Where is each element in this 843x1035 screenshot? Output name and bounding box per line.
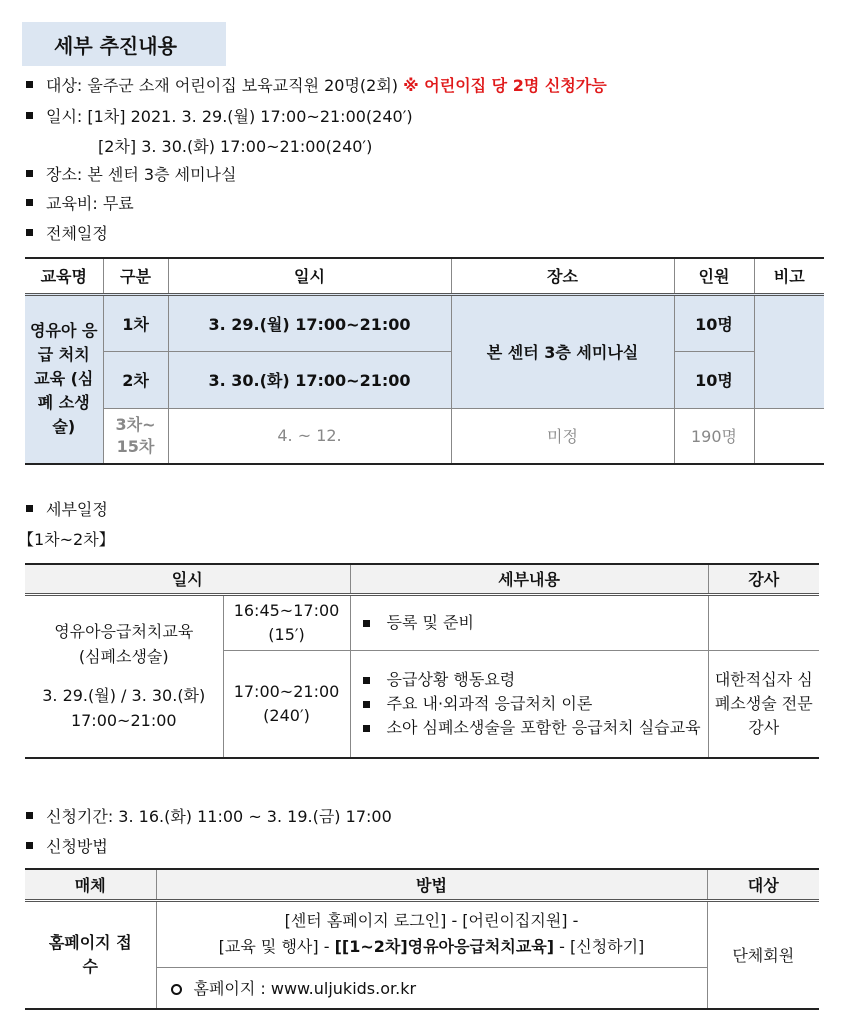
detail-schedule-table xyxy=(25,563,819,759)
list-item: 소아 심폐소생술을 포함한 응급처치 실습교육 xyxy=(361,716,708,740)
venue-line: 장소: 본 센터 3층 세미나실 xyxy=(26,162,236,185)
homepage-cell xyxy=(156,967,707,1009)
bullet-icon xyxy=(26,812,33,819)
remark-cell xyxy=(754,294,824,408)
table-header-row xyxy=(25,564,819,594)
table-header: 교육명 xyxy=(25,258,103,294)
table-header: 세부내용 xyxy=(350,564,708,594)
table-header: 대상 xyxy=(707,869,819,900)
round-cell: 1차 xyxy=(103,294,168,351)
bullet-icon xyxy=(26,842,33,849)
time-cell: 16:45~17:00 (15′) xyxy=(223,594,350,650)
instructor-cell xyxy=(708,594,819,650)
content-cell xyxy=(350,650,708,758)
round-cell: 2차 xyxy=(103,351,168,408)
datetime-cell: 3. 30.(화) 17:00~21:00 xyxy=(168,351,451,408)
table-header: 인원 xyxy=(674,258,754,294)
people-cell: 190명 xyxy=(674,408,754,464)
table-row xyxy=(25,408,824,464)
bullet-icon xyxy=(26,81,33,88)
datetime-line-2: [2차] 3. 30.(화) 17:00~21:00(240′) xyxy=(98,137,373,156)
datetime-line: 일시: [1차] 2021. 3. 29.(월) 17:00~21:00(240′) xyxy=(26,104,413,127)
table-row xyxy=(25,900,819,967)
table-header: 일시 xyxy=(168,258,451,294)
circle-bullet-icon xyxy=(171,984,182,995)
apply-period-line: 신청기간: 3. 16.(화) 11:00 ~ 3. 19.(금) 17:00 xyxy=(26,804,392,827)
table-header: 강사 xyxy=(708,564,819,594)
people-cell: 10명 xyxy=(674,294,754,351)
people-cell: 10명 xyxy=(674,351,754,408)
overall-schedule-table xyxy=(25,257,824,465)
course-link-text: [[1~2차]영유아응급처치교육] xyxy=(334,937,555,956)
time-cell: 17:00~21:00 (240′) xyxy=(223,650,350,758)
table-header: 장소 xyxy=(451,258,674,294)
datetime-cell: 3. 29.(월) 17:00~21:00 xyxy=(168,294,451,351)
audience-cell: 단체회원 xyxy=(707,900,819,1009)
target-line: 대상: 울주군 소재 어린이집 보육교직원 20명(2회) ※ 어린이집 당 2명 신청가능 xyxy=(26,73,607,96)
remark-cell xyxy=(754,408,824,464)
bullet-icon xyxy=(26,229,33,236)
table-row xyxy=(25,294,824,351)
content-cell xyxy=(350,594,708,650)
datetime-cell: 4. ~ 12. xyxy=(168,408,451,464)
bullet-icon xyxy=(26,112,33,119)
bullet-icon xyxy=(26,505,33,512)
table-header: 일시 xyxy=(25,564,350,594)
table-header: 비고 xyxy=(754,258,824,294)
table-header-row xyxy=(25,258,824,294)
table-header: 매체 xyxy=(25,869,156,900)
homepage-link[interactable]: 홈페이지 : www.uljukids.or.kr xyxy=(193,979,417,999)
fee-line: 교육비: 무료 xyxy=(26,191,134,214)
venue-cell: 본 센터 3층 세미나실 xyxy=(451,294,674,408)
instructor-cell: 대한적십자 심폐소생술 전문강사 xyxy=(708,650,819,758)
overall-schedule-label: 전체일정 xyxy=(26,221,108,244)
apply-method-table xyxy=(25,868,819,1010)
table-header: 구분 xyxy=(103,258,168,294)
table-row xyxy=(25,351,824,408)
medium-cell: 홈페이지 접수 xyxy=(25,900,156,1009)
course-name-cell: 영유아 응급 처치 교육 (심폐 소생술) xyxy=(25,294,103,464)
venue-cell: 미정 xyxy=(451,408,674,464)
detail-schedule-label: 세부일정 xyxy=(26,497,108,520)
table-row xyxy=(25,594,819,650)
bullet-icon xyxy=(26,170,33,177)
method-cell: [센터 홈페이지 로그인] - [어린이집지원] - [교육 및 행사] - [[1~2차]영유아응급처치교육] - [신청하기] xyxy=(156,900,707,967)
table-header: 방법 xyxy=(156,869,707,900)
course-info-cell: 영유아응급처치교육 (심폐소생술) 3. 29.(월) / 3. 30.(화) 17:00~21:00 xyxy=(25,594,223,758)
round-cell: 3차~ 15차 xyxy=(103,408,168,464)
target-note: ※ 어린이집 당 2명 신청가능 xyxy=(403,76,607,95)
table-header-row xyxy=(25,869,819,900)
apply-method-label: 신청방법 xyxy=(26,834,108,857)
detail-round-label: 【1차~2차】 xyxy=(18,530,115,549)
bullet-icon xyxy=(26,199,33,206)
list-item: 응급상황 행동요령 xyxy=(361,668,708,692)
list-item: 등록 및 준비 xyxy=(361,611,708,635)
list-item: 주요 내·외과적 응급처치 이론 xyxy=(361,692,708,716)
section-title: 세부 추진내용 xyxy=(22,22,226,66)
